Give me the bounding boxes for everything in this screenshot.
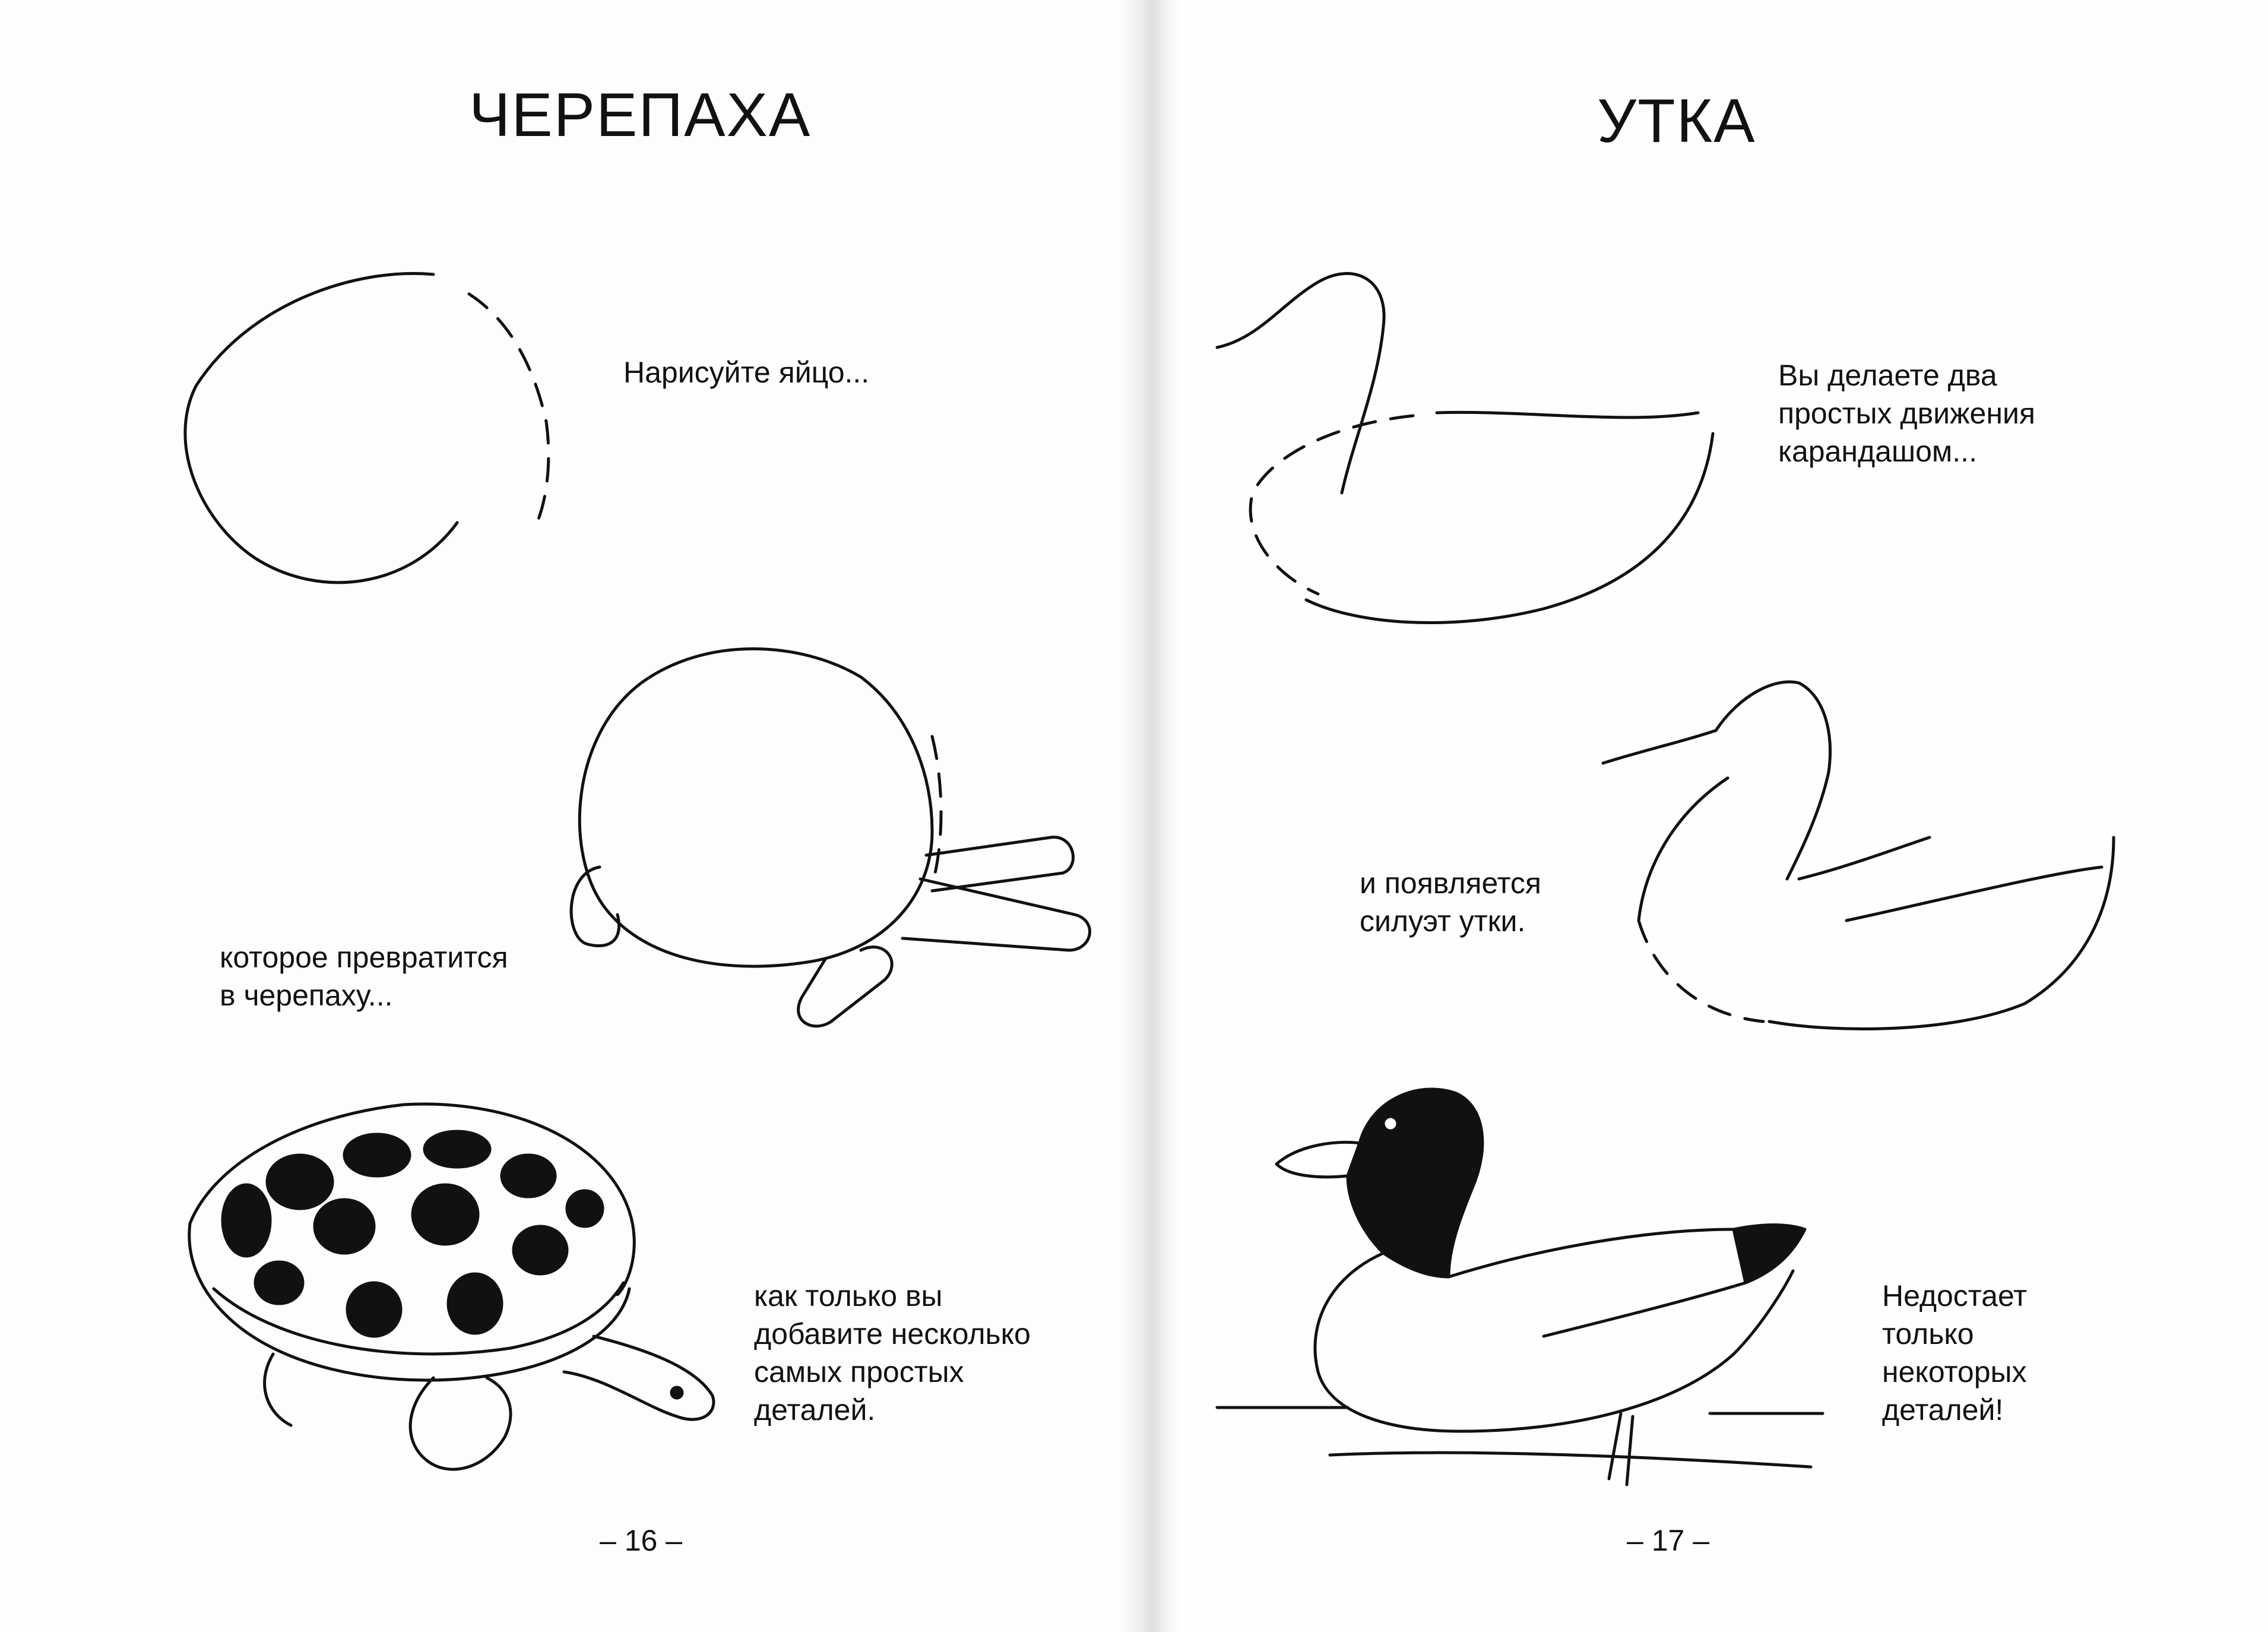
turtle-step1-caption: Нарисуйте яйцо... <box>623 356 870 389</box>
turtle-step2-caption: которое превратится в черепаху... <box>220 941 508 1012</box>
duck-step1-caption: Вы делаете два простых движения карандашом... <box>1778 359 2035 468</box>
duck-step2-caption: и появляется силуэт утки. <box>1360 866 1542 938</box>
duck-step2-silhouette-drawing <box>1597 671 2131 1039</box>
turtle-step3-caption: как только вы добавите несколько самых простых деталей. <box>754 1279 1031 1427</box>
turtle-step2-body-drawing <box>552 630 1110 1033</box>
right-page-number: – 17 – <box>1627 1524 1710 1557</box>
duck-step3-detailed-drawing <box>1211 1075 1864 1503</box>
duck-step3-caption: Недостает только некоторых деталей! <box>1882 1279 2027 1427</box>
turtle-step1-egg-drawing <box>178 267 582 606</box>
turtle-title: ЧЕРЕПАХА <box>469 81 812 150</box>
duck-title: УТКА <box>1597 87 1756 156</box>
duck-step1-strokes-drawing <box>1211 267 1746 647</box>
book-gutter <box>1116 0 1181 1632</box>
left-page-number: – 16 – <box>600 1524 683 1557</box>
turtle-step3-detailed-drawing <box>178 1093 742 1497</box>
